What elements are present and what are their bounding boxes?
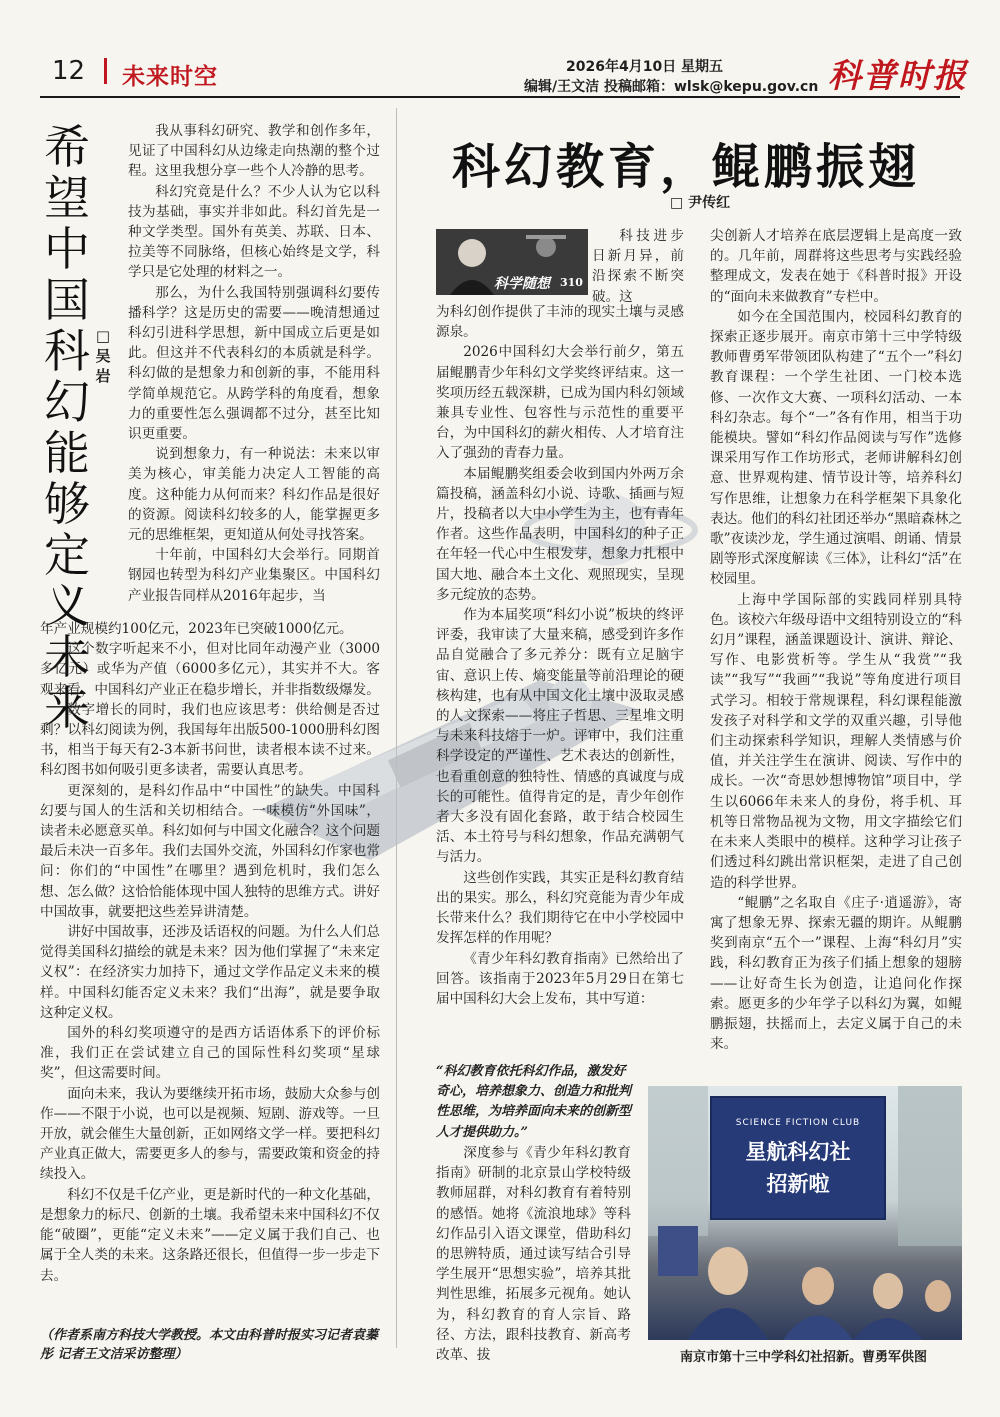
editor-line: 编辑/王文洁 投稿邮箱：wlsk@kepu.gov.cn [524,79,819,95]
column-logo-number: 310 [560,276,583,289]
paragraph: 深度参与《青少年科幻教育指南》研制的北京景山学校特级教师屈群，对科幻教育有着特别的感悟。她将《流浪地球》等科幻作品引入语文课堂，借助科幻的思辨特质，通过读写结合引导学生展开“思想实验”，培养其批判性思维，拓展多元视角。她认为，科幻教育的育人宗旨、路径、方法，跟科技教育、新高考改革、拔 [436,1145,631,1364]
paragraph: 讲好中国故事，还涉及话语权的问题。为什么人们总觉得美国科幻描绘的就是未来？因为他们掌握了“未来定义权”：在经济实力加持下，通过文学作品定义未来的模样。中国科幻能否定义未来？我们“出海”，就是要争取这种定义权。 [40,924,380,1021]
paragraph-continued: 尖创新人才培养在底层逻辑上是高度一致的。几年前，周群将这些思考与实践经验整理成文，发表在她于《科普时报》开设的“面向未来做教育”专栏中。 [710,228,962,305]
left-article-body-bottom [40,619,380,1286]
paragraph: 《青少年科幻教育指南》已然给出了回答。该指南于2023年5月29日在第七届中国科幻大会上发布，其中写道： [436,950,684,1007]
main-article-title: 科幻教育，鲲鹏振翅 [452,139,921,195]
banner-title: 星航科幻社 [745,1140,851,1164]
paragraph-continued: 为科幻创作提供了丰沛的现实土壤与灵感源泉。 [436,304,684,341]
paragraph: 如今在全国范围内，校园科幻教育的探索正逐步展开。南京市第十三中学特级教师曹勇军带领团队构建了“五个一”科幻教育课程：一个学生社团、一门校本选修、一次作文大赛、一项科幻活动、一本科幻杂志。每个“一”各有作用，相当于功能模块。譬如“科幻作品阅读与写作”选修课采用写作工作坊形式，老师讲解科幻创意、世界观构建、情节设计等，培养科幻写作思维，让想象力在科学框架下具象化表达。他们的科幻社团还举办“黑暗森林之歌”夜读沙龙，学生通过演唱、朗诵、情景剧等形式深度解读《三体》，让科幻“活”在校园里。 [710,308,962,588]
banner-subtitle: 招新啦 [766,1172,830,1196]
paragraph: 国外的科幻奖项遵守的是西方话语体系下的评价标准，我们正在尝试建立自己的国际性科幻奖项“星球奖”，但这需要时间。 [40,1025,380,1082]
left-article-title: 希望中国科幻能够定义未来 [44,120,90,735]
page-number: 12 [52,56,86,86]
guideline-quote: “科幻教育依托科幻作品，激发好奇心，培养想象力、创造力和批判性思维，为培养面向未来的创新型人才提供助力。” [436,1064,632,1140]
header-rule [40,96,960,98]
paragraph: 作为本届奖项“科幻小说”板块的终评评委，我审读了大量来稿，感受到许多作品自觉融合了多元养分：既有立足脑宇宙、意识上传、熵变能量等前沿理论的硬核构建，也有从中国文化土壤中汲取灵感的人文探索——将庄子哲思、三星堆文明与未来科技熔于一炉。评审中，我们注重科学设定的严谨性、艺术表达的创新性，也看重创意的独特性、情感的真诚度与成长的可能性。值得肯定的是，青少年创作者大多没有固化套路，敢于结合校园生活、本土符号与科幻想象，作品充满朝气与活力。 [436,607,684,866]
paragraph: 十年前，中国科幻大会举行。同期首钢园也转型为科幻产业集聚区。中国科幻产业报告同样从2016年起步，当 [128,547,380,604]
paragraph: 这个数字听起来不小，但对比同年动漫产业（3000多亿元）或华为产值（6000多亿元），其实并不大。客观来看，中国科幻产业正在稳步增长，并非指数级爆发。 [40,641,380,698]
students-crowd-image [648,1086,962,1340]
paragraph-continued: 年产业规模约100亿元，2023年已突破1000亿元。 [40,621,353,637]
left-article-author: □吴岩 [95,327,111,385]
column-logo-text: 科学随想 [494,276,550,292]
paragraph: 更深刻的，是科幻作品中“中国性”的缺失。中国科幻要与国人的生活和关切相结合。一味模仿“外国味”，读者未必愿意买单。科幻如何与中国文化融合？这个问题最后未决一百多年。我们去国外交流，外国科幻作家也常问：你们的“中国性”在哪里？遇到危机时，我们怎么想、怎么做？这恰恰能体现中国人独特的思维方式。讲好中国故事，就要把这些差异讲清楚。 [40,782,380,920]
main-article-col1 [436,302,684,1009]
club-recruitment-photo [648,1086,962,1340]
paragraph: 科幻不仅是千亿产业，更是新时代的一种文化基础，是想象力的标尺、创新的土壤。我希望未来中国科幻不仅能“破圈”，更能“定义未来”——定义属于我们自己、也属于全人类的未来。这条路还很长，但值得一步一步走下去。 [40,1186,380,1284]
left-article-body-top [128,121,380,606]
main-article-col2 [710,226,962,1054]
main-article-col1-bottom [436,1143,631,1365]
column-logo [436,229,588,295]
paragraph: 本届鲲鹏奖组委会收到国内外两万余篇投稿，涵盖科幻小说、诗歌、插画与短片，投稿者以大中小学生为主，也有青年作者。这些作品表明，中国科幻的种子正在年轻一代心中生根发芽，想象力扎根中国大地、融合本土文化、观照现实，呈现多元绽放的态势。 [436,465,684,603]
paragraph: 面向未来，我认为要继续开拓市场，鼓励大众参与创作——不限于小说，也可以是视频、短剧、游戏等。一旦开放，就会催生大量创新，正如网络文学一样。要把科幻产业真正做大，需要更多人的参与，需要政策和资金的持续投入。 [40,1085,380,1183]
paragraph: 数字增长的同时，我们也应该思考：供给侧是否过剩？以科幻阅读为例，我国每年出版500-1000册科幻图书，相当于每天有2-3本新书问世，读者根本读不过来。科幻图书如何吸引更多读者，需要认真思考。 [40,701,380,779]
main-article-author: □ 尹传红 [670,195,731,211]
paragraph: 科技进步日新月异，前沿探索不断突破。这 [592,228,684,305]
paragraph: “鲲鹏”之名取自《庄子·逍遥游》，寄寓了想象无界、探索无疆的期许。从鲲鹏奖到南京“五个一”课程、上海“科幻月”实践，科幻教育正为孩子们插上想象的翅膀——让好奇生长为创造，让追问化作探索。愿更多的少年学子以科幻为翼，如鲲鹏振翅，扶摇而上，去定义属于自己的未来。 [710,894,962,1053]
author-note: （作者系南方科技大学教授。本文由科普时报实习记者袁蓁彤 记者王文洁采访整理） [40,1328,379,1362]
column-divider [396,108,397,1348]
paragraph: 说到想象力，有一种说法：未来以审美为核心，审美能力决定人工智能的高度。这种能力从何而来？科幻作品是很好的资源。阅读科幻较多的人，能掌握更多元的思维框架，更知道从何处寻找答案。 [128,446,380,544]
photo-caption: 南京市第十三中学科幻社招新。曹勇军供图 [680,1350,928,1365]
section-name: 未来时空 [122,64,218,90]
paragraph: 科幻究竟是什么？不少人认为它以科技为基础，事实并非如此。科幻首先是一种文学类型。国外有英美、苏联、日本、拉美等不同脉络，但核心始终是文学，科学只是它处理的材料之一。 [128,183,380,281]
paragraph: 2026中国科幻大会举行前夕，第五届鲲鹏青少年科幻文学奖终评结束。这一奖项历经五载深耕，已成为国内科幻领域兼具专业性、包容性与示范性的重要平台，为中国科幻的薪火相传、人才培育注入了强劲的青春力量。 [436,344,684,462]
banner-club-label: SCIENCE FICTION CLUB [735,1118,861,1128]
paragraph: 上海中学国际部的实践同样别具特色。该校六年级母语中文组特别设立的“科幻月”课程，涵盖课题设计、演讲、辩论、写作、电影赏析等。学生从“我赏”“我读”“我写”“我画”“我说”等角度进行项目式学习。相较于常规课程，科幻课程能激发孩子对科学和文学的双重兴趣，引导他们主动探索科学知识，理解人类情感与价值，并关注学生在演讲、阅读、写作中的成长。一次“奇思妙想博物馆”项目中，学生以6066年未来人的身份，将手机、耳机等日常物品视为文物，用文字描绘它们在未来人类眼中的模样。这种学习让孩子们透过科幻跳出常识框架，走进了自己创造的科学世界。 [710,591,962,891]
paragraph: 这些创作实践，其实正是科幻教育结出的果实。那么，科幻究竟能为青少年成长带来什么？我们期待它在中小学校园中发挥怎样的作用呢？ [436,869,684,947]
issue-date: 2026年4月10日 星期五 [566,59,724,75]
main-lead [592,226,684,307]
header-separator [104,58,107,84]
masthead: 科普时报 [828,56,968,95]
paragraph: 那么，为什么我国特别强调科幻要传播科学？这是历史的需要——晚清想通过科幻引进科学思想，新中国成立后更是如此。但这并不代表科幻的本质就是科学。科幻做的是想象力和创新的事，不能用科学简单规范它。从跨学科的角度看，想象力的重要性怎么强调都不过分，甚至比知识更重要。 [128,284,380,443]
paragraph: 我从事科幻研究、教学和创作多年，见证了中国科幻从边缘走向热潮的整个过程。这里我想分享一些个人冷静的思考。 [128,123,380,180]
